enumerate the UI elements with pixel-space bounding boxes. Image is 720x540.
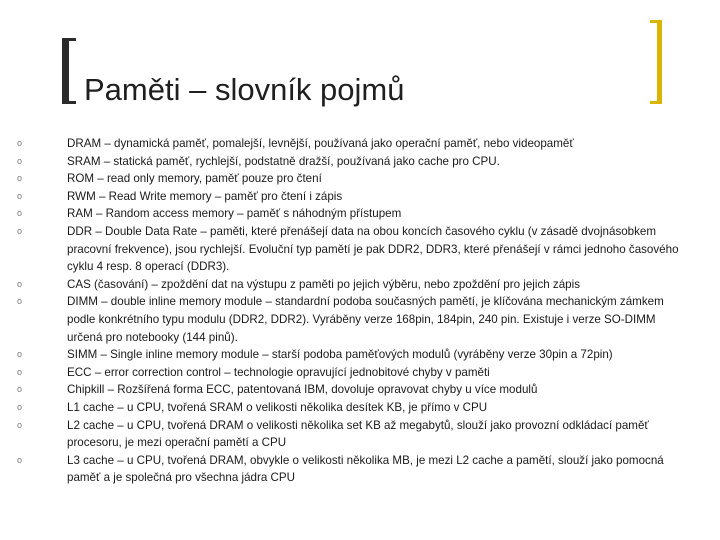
list-item-text: RAM – Random access memory – paměť s náhodným přístupem: [67, 207, 402, 221]
list-item-text: L3 cache – u CPU, tvořená DRAM, obvykle o velikosti několika MB, je mezi L2 cache a pamětí, slouží jako pomocná paměť a je společná pro všechna jádra CPU: [67, 453, 664, 485]
list-item: [17, 346, 692, 364]
list-item: [17, 364, 692, 382]
bullet-circle-icon: o: [17, 454, 23, 465]
bullet-circle-icon: o: [17, 155, 23, 166]
list-item: [17, 153, 692, 171]
bullet-circle-icon: o: [17, 384, 23, 395]
bullet-circle-icon: o: [17, 138, 23, 148]
list-item-text: CAS (časování) – zpoždění dat na výstupu z paměti po jejich výběru, nebo zpoždění pro jejich zápis: [67, 277, 580, 291]
title-bracket-left: [62, 38, 76, 104]
list-item: [17, 399, 692, 417]
bullet-circle-icon: o: [17, 349, 23, 360]
bullet-circle-icon: o: [17, 366, 23, 377]
list-item-text: ECC – error correction control – technologie opravující jednobitové chyby v paměti: [67, 365, 490, 379]
list-item-text: SRAM – statická paměť, rychlejší, podstatně dražší, používaná jako cache pro CPU.: [67, 154, 500, 168]
bullet-circle-icon: o: [17, 401, 23, 412]
list-item: [17, 293, 692, 346]
list-item: [17, 417, 692, 452]
bullet-circle-icon: o: [17, 173, 23, 184]
glossary-list: [17, 135, 692, 487]
list-item-text: RWM – Read Write memory – paměť pro čtení i zápis: [67, 189, 343, 203]
list-item-text: DRAM – dynamická paměť, pomalejší, levnější, používaná jako operační paměť, nebo videopaměť: [67, 137, 574, 150]
bullet-circle-icon: o: [17, 296, 23, 307]
list-item: [17, 135, 692, 153]
list-item-text: ROM – read only memory, paměť pouze pro čtení: [67, 172, 322, 186]
list-item: [17, 223, 692, 276]
list-item: [17, 188, 692, 206]
list-item-text: DIMM – double inline memory module – standardní podoba současných pamětí, je klíčována mechanickým zámkem podle konkrétního typu modulu (DDR2, DDR2). Vyráběny verze 168pin, 184pin, 240 pin. Existuje i verze SO-DIMM určená pro notebooky (144 pinů).: [67, 295, 664, 344]
title-bracket-right: [650, 20, 662, 104]
bullet-circle-icon: o: [17, 208, 23, 219]
list-item: [17, 381, 692, 399]
list-item-text: L2 cache – u CPU, tvořená DRAM o velikosti několika set KB až megabytů, slouží jako provozní odkládací paměť procesoru, je mezi operační pamětí a CPU: [67, 418, 649, 450]
list-item: [17, 452, 692, 487]
list-item: [17, 276, 692, 294]
bullet-circle-icon: o: [17, 278, 23, 289]
list-item-text: SIMM – Single inline memory module – starší podoba paměťových modulů (vyráběny verze 30pin a 72pin): [67, 348, 613, 362]
list-item-text: DDR – Double Data Rate – paměti, které přenášejí data na obou koncích časového cyklu (v zásadě dvojnásobkem pracovní frekvence), jsou rychlejší. Evoluční typ pamětí je pak DDR2, DDR3, které přenášejí v rámci jednoho časového cyklu 4 resp. 8 operací (DDR3).: [67, 224, 679, 274]
list-item: [17, 205, 692, 223]
list-item-text: L1 cache – u CPU, tvořená SRAM o velikosti několika desítek KB, je přímo v CPU: [67, 400, 488, 414]
bullet-circle-icon: o: [17, 190, 23, 201]
slide-title: Paměti – slovník pojmů: [84, 72, 405, 107]
list-item-text: Chipkill – Rozšířená forma ECC, patentovaná IBM, dovoluje opravovat chyby u více modulů: [67, 383, 538, 397]
bullet-circle-icon: o: [17, 419, 23, 430]
bullet-circle-icon: o: [17, 225, 23, 236]
list-item: [17, 170, 692, 188]
